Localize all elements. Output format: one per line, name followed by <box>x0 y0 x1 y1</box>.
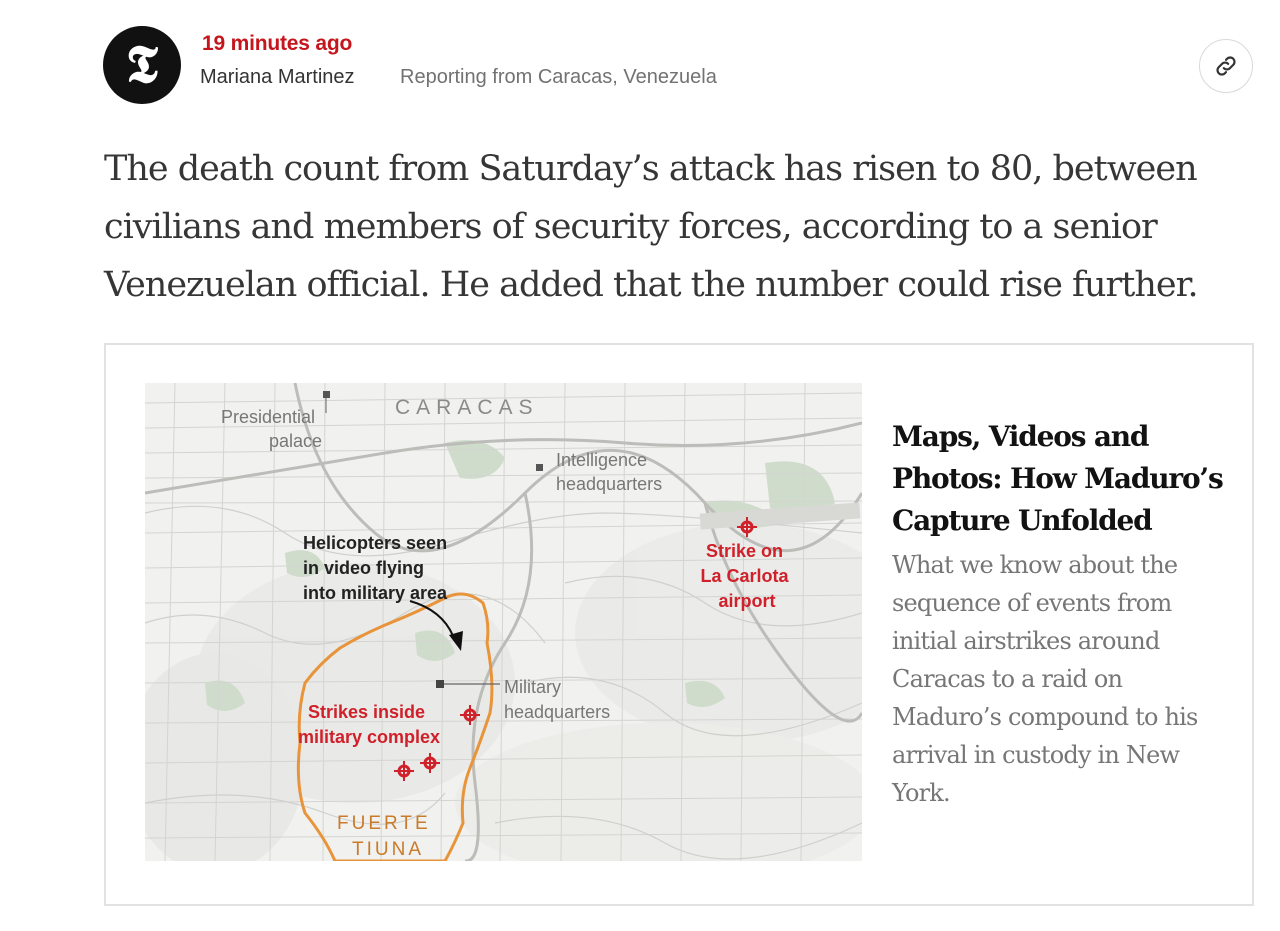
timestamp: 19 minutes ago <box>202 32 353 55</box>
military-hq-marker <box>436 680 444 688</box>
author-name[interactable]: Mariana Martinez <box>200 66 355 88</box>
map-label-military-hq-line2: headquarters <box>504 702 611 722</box>
map-label-presidential-palace-line1: Presidential <box>221 407 316 427</box>
dateline: Reporting from Caracas, Venezuela <box>400 66 717 88</box>
card-headline[interactable]: Maps, Videos and Photos: How Maduro’s Capture Unfolded <box>892 420 1223 537</box>
map-label-helicopters-line3: into military area <box>303 583 448 603</box>
map-label-helicopters-line1: Helicopters seen <box>303 533 448 553</box>
map-label-strike-airport-line1: Strike on <box>705 541 784 561</box>
intelligence-hq-marker <box>536 464 543 471</box>
map-label-military-hq-line1: Military <box>504 677 561 697</box>
map-label-fuerte: FUERTE <box>337 813 431 834</box>
map-label-intelligence-line1: Intelligence <box>556 450 648 470</box>
map-label-strike-airport-line3: airport <box>718 591 776 611</box>
logo-glyph: 𝕿 <box>126 34 158 95</box>
link-icon <box>1213 53 1239 79</box>
copy-link-button[interactable] <box>1199 39 1253 93</box>
map-label-strikes-complex-line1: Strikes inside <box>307 702 426 722</box>
map-label-strike-airport-line2: La Carlota <box>700 566 789 586</box>
nyt-t-logo-icon[interactable] <box>103 26 181 104</box>
map-label-strikes-complex-line2: military complex <box>297 727 441 747</box>
map-label-caracas: CARACAS <box>395 396 539 419</box>
presidential-palace-marker <box>323 391 330 398</box>
card-summary: What we know about the sequence of events from initial airstrikes around Caracas to a raid on Maduro’s compound to his arrival in custody in New York. <box>892 551 1198 807</box>
post-text: The death count from Saturday’s attack has risen to 80, between civilians and members of security forces, according to a senior Venezuelan official. He added that the number could rise further. <box>104 149 1198 305</box>
map-label-intelligence-line2: headquarters <box>556 474 663 494</box>
map-label-presidential-palace-line2: palace <box>269 431 323 451</box>
caracas-map <box>145 383 862 861</box>
article-map-image[interactable] <box>145 383 862 861</box>
map-label-helicopters-line2: in video flying <box>303 558 425 578</box>
map-label-tiuna: TIUNA <box>352 839 424 860</box>
